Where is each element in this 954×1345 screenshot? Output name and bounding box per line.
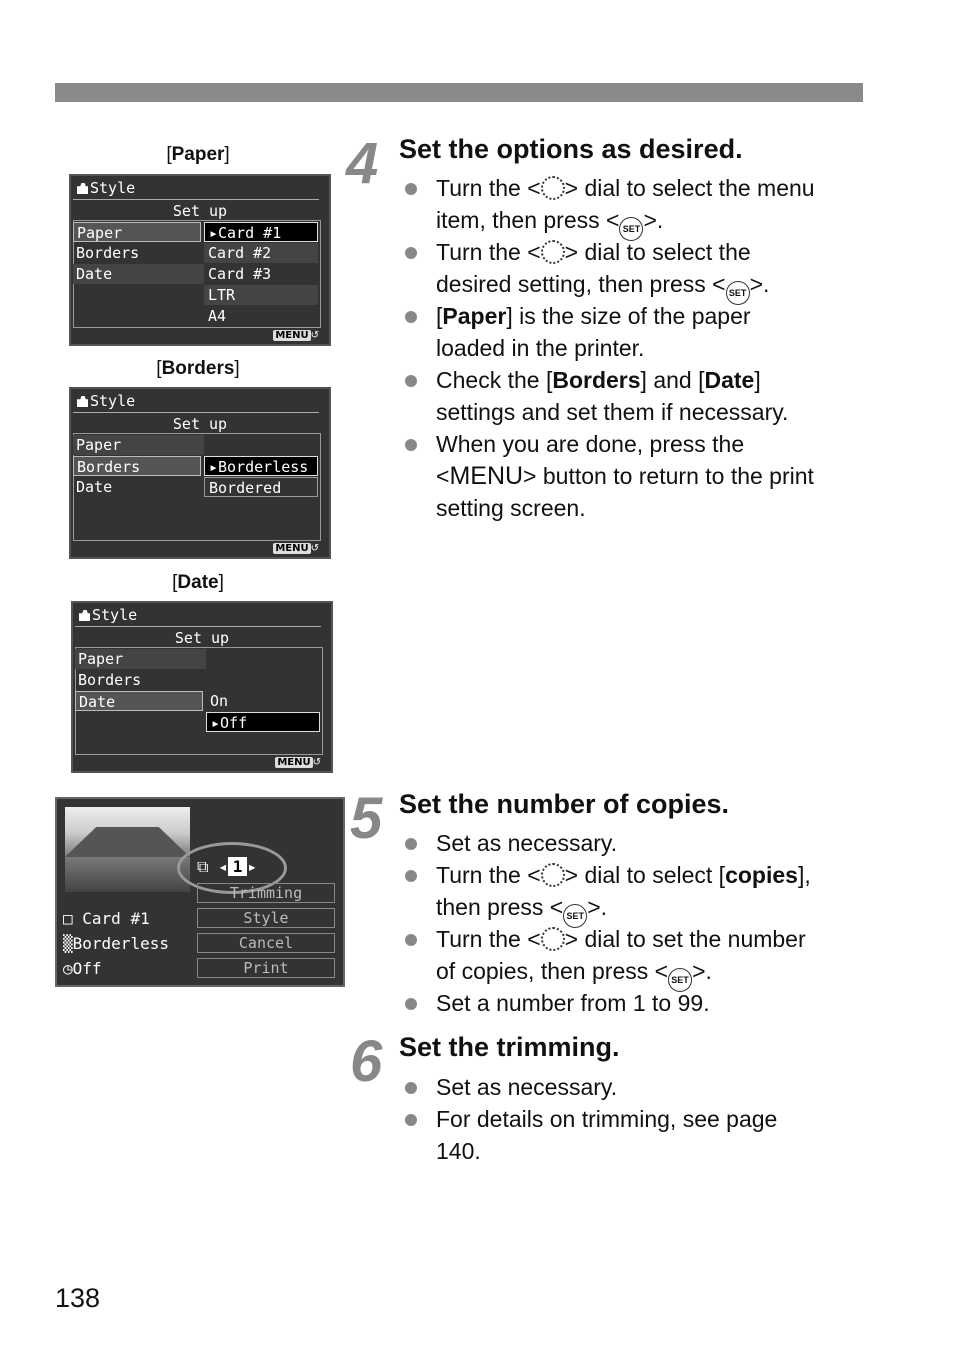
step5-heading: Set the number of copies. <box>399 789 730 819</box>
row-borders[interactable]: Borders <box>73 456 201 476</box>
caption-borders: [Borders] <box>156 358 240 379</box>
main-dial-icon <box>541 863 565 887</box>
lcd-subtitle: Set up <box>174 629 230 647</box>
menu-button-label: MENU <box>449 462 524 490</box>
row-date[interactable]: Date <box>76 478 113 496</box>
caption-paper: [Paper] <box>166 144 230 165</box>
copies-value[interactable]: 1 <box>228 857 248 876</box>
option-a4[interactable]: A4 <box>208 307 227 325</box>
menu-return: MENU ↺ <box>275 543 319 554</box>
set-button-icon: SET <box>619 217 643 241</box>
step6-bullet-1: Set as necessary. <box>436 1071 617 1103</box>
row-paper[interactable]: Paper <box>75 649 206 669</box>
print-button[interactable]: Print <box>197 958 335 978</box>
set-button-icon: SET <box>563 904 587 928</box>
info-borders: ▒Borderless <box>63 934 169 953</box>
lcd-title: Style <box>77 392 135 410</box>
lcd-title: Style <box>79 606 137 624</box>
cancel-button[interactable]: Cancel <box>197 933 335 953</box>
step4-bullet-1: Turn the < > dial to select the menu item, then press < SET >. <box>436 172 815 241</box>
step4-bullet-2: Turn the < > dial to select the desired setting, then press < SET >. <box>436 236 769 305</box>
camera-icon <box>79 610 90 621</box>
row-paper[interactable]: Paper <box>73 222 201 242</box>
trimming-button[interactable]: Trimming <box>197 883 335 903</box>
style-button[interactable]: Style <box>197 908 335 928</box>
step5-bullet-4: Set a number from 1 to 99. <box>436 987 710 1019</box>
info-date: ◷Off <box>63 959 102 978</box>
menu-return: MENU ↺ <box>277 757 321 768</box>
step6-heading: Set the trimming. <box>399 1032 620 1062</box>
step4-bullet-4: Check the [Borders] and [Date] settings and set them if necessary. <box>436 364 788 428</box>
lcd-title: Style <box>77 179 135 197</box>
step4-heading: Set the options as desired. <box>399 134 743 164</box>
copies-selector[interactable]: ⧉ ◂ 1 ▸ <box>197 857 257 876</box>
info-paper: □ Card #1 <box>63 909 150 928</box>
lcd-subtitle: Set up <box>172 202 228 220</box>
step5-bullet-2: Turn the < > dial to select [copies], then press < SET >. <box>436 859 811 928</box>
header-bar <box>55 83 863 102</box>
main-dial-icon <box>541 240 565 264</box>
menu-return: MENU ↺ <box>275 330 319 341</box>
step-number-6: 6 <box>350 1029 383 1094</box>
camera-icon <box>77 396 88 407</box>
option-card3[interactable]: Card #3 <box>208 265 272 283</box>
step5-bullet-1: Set as necessary. <box>436 827 617 859</box>
clock-icon: ◷ <box>63 959 73 978</box>
step6-bullet-2: For details on trimming, see page 140. <box>436 1103 777 1167</box>
camera-icon <box>77 183 88 194</box>
set-button-icon: SET <box>726 281 750 305</box>
lcd-borders-screen <box>69 387 331 559</box>
set-button-icon: SET <box>668 968 692 992</box>
row-borders[interactable]: Borders <box>78 671 142 689</box>
row-date[interactable]: Date <box>73 264 204 284</box>
step-number-4: 4 <box>346 131 379 196</box>
option-bordered[interactable]: Bordered <box>204 477 318 497</box>
option-off[interactable]: ▸Off <box>206 712 320 732</box>
thumbnail-image <box>65 807 190 892</box>
lcd-paper-screen <box>69 174 331 346</box>
row-paper[interactable]: Paper <box>73 435 204 455</box>
caption-date: [Date] <box>172 572 224 593</box>
page-number: 138 <box>55 1283 101 1313</box>
step4-bullet-3: [Paper] is the size of the paper loaded in the printer. <box>436 300 751 364</box>
copies-icon: ⧉ <box>197 857 209 876</box>
print-setting-screen <box>55 797 345 987</box>
option-card2[interactable]: Card #2 <box>204 243 318 263</box>
lcd-subtitle: Set up <box>172 415 228 433</box>
option-ltr[interactable]: LTR <box>204 285 318 305</box>
step4-bullet-5: When you are done, press the <MENU> button to return to the print setting screen. <box>436 428 814 524</box>
border-icon: ▒ <box>63 934 73 953</box>
option-borderless[interactable]: ▸Borderless <box>204 456 318 476</box>
main-dial-icon <box>541 927 565 951</box>
paper-icon: □ <box>63 909 73 928</box>
step5-bullet-3: Turn the < > dial to set the number of copies, then press < SET >. <box>436 923 806 992</box>
lcd-date-screen <box>71 601 333 773</box>
step-number-5: 5 <box>350 786 383 851</box>
option-card1[interactable]: ▸Card #1 <box>204 222 318 242</box>
row-date[interactable]: Date <box>75 691 203 711</box>
main-dial-icon <box>541 176 565 200</box>
option-on[interactable]: On <box>210 692 229 710</box>
row-borders[interactable]: Borders <box>76 244 140 262</box>
